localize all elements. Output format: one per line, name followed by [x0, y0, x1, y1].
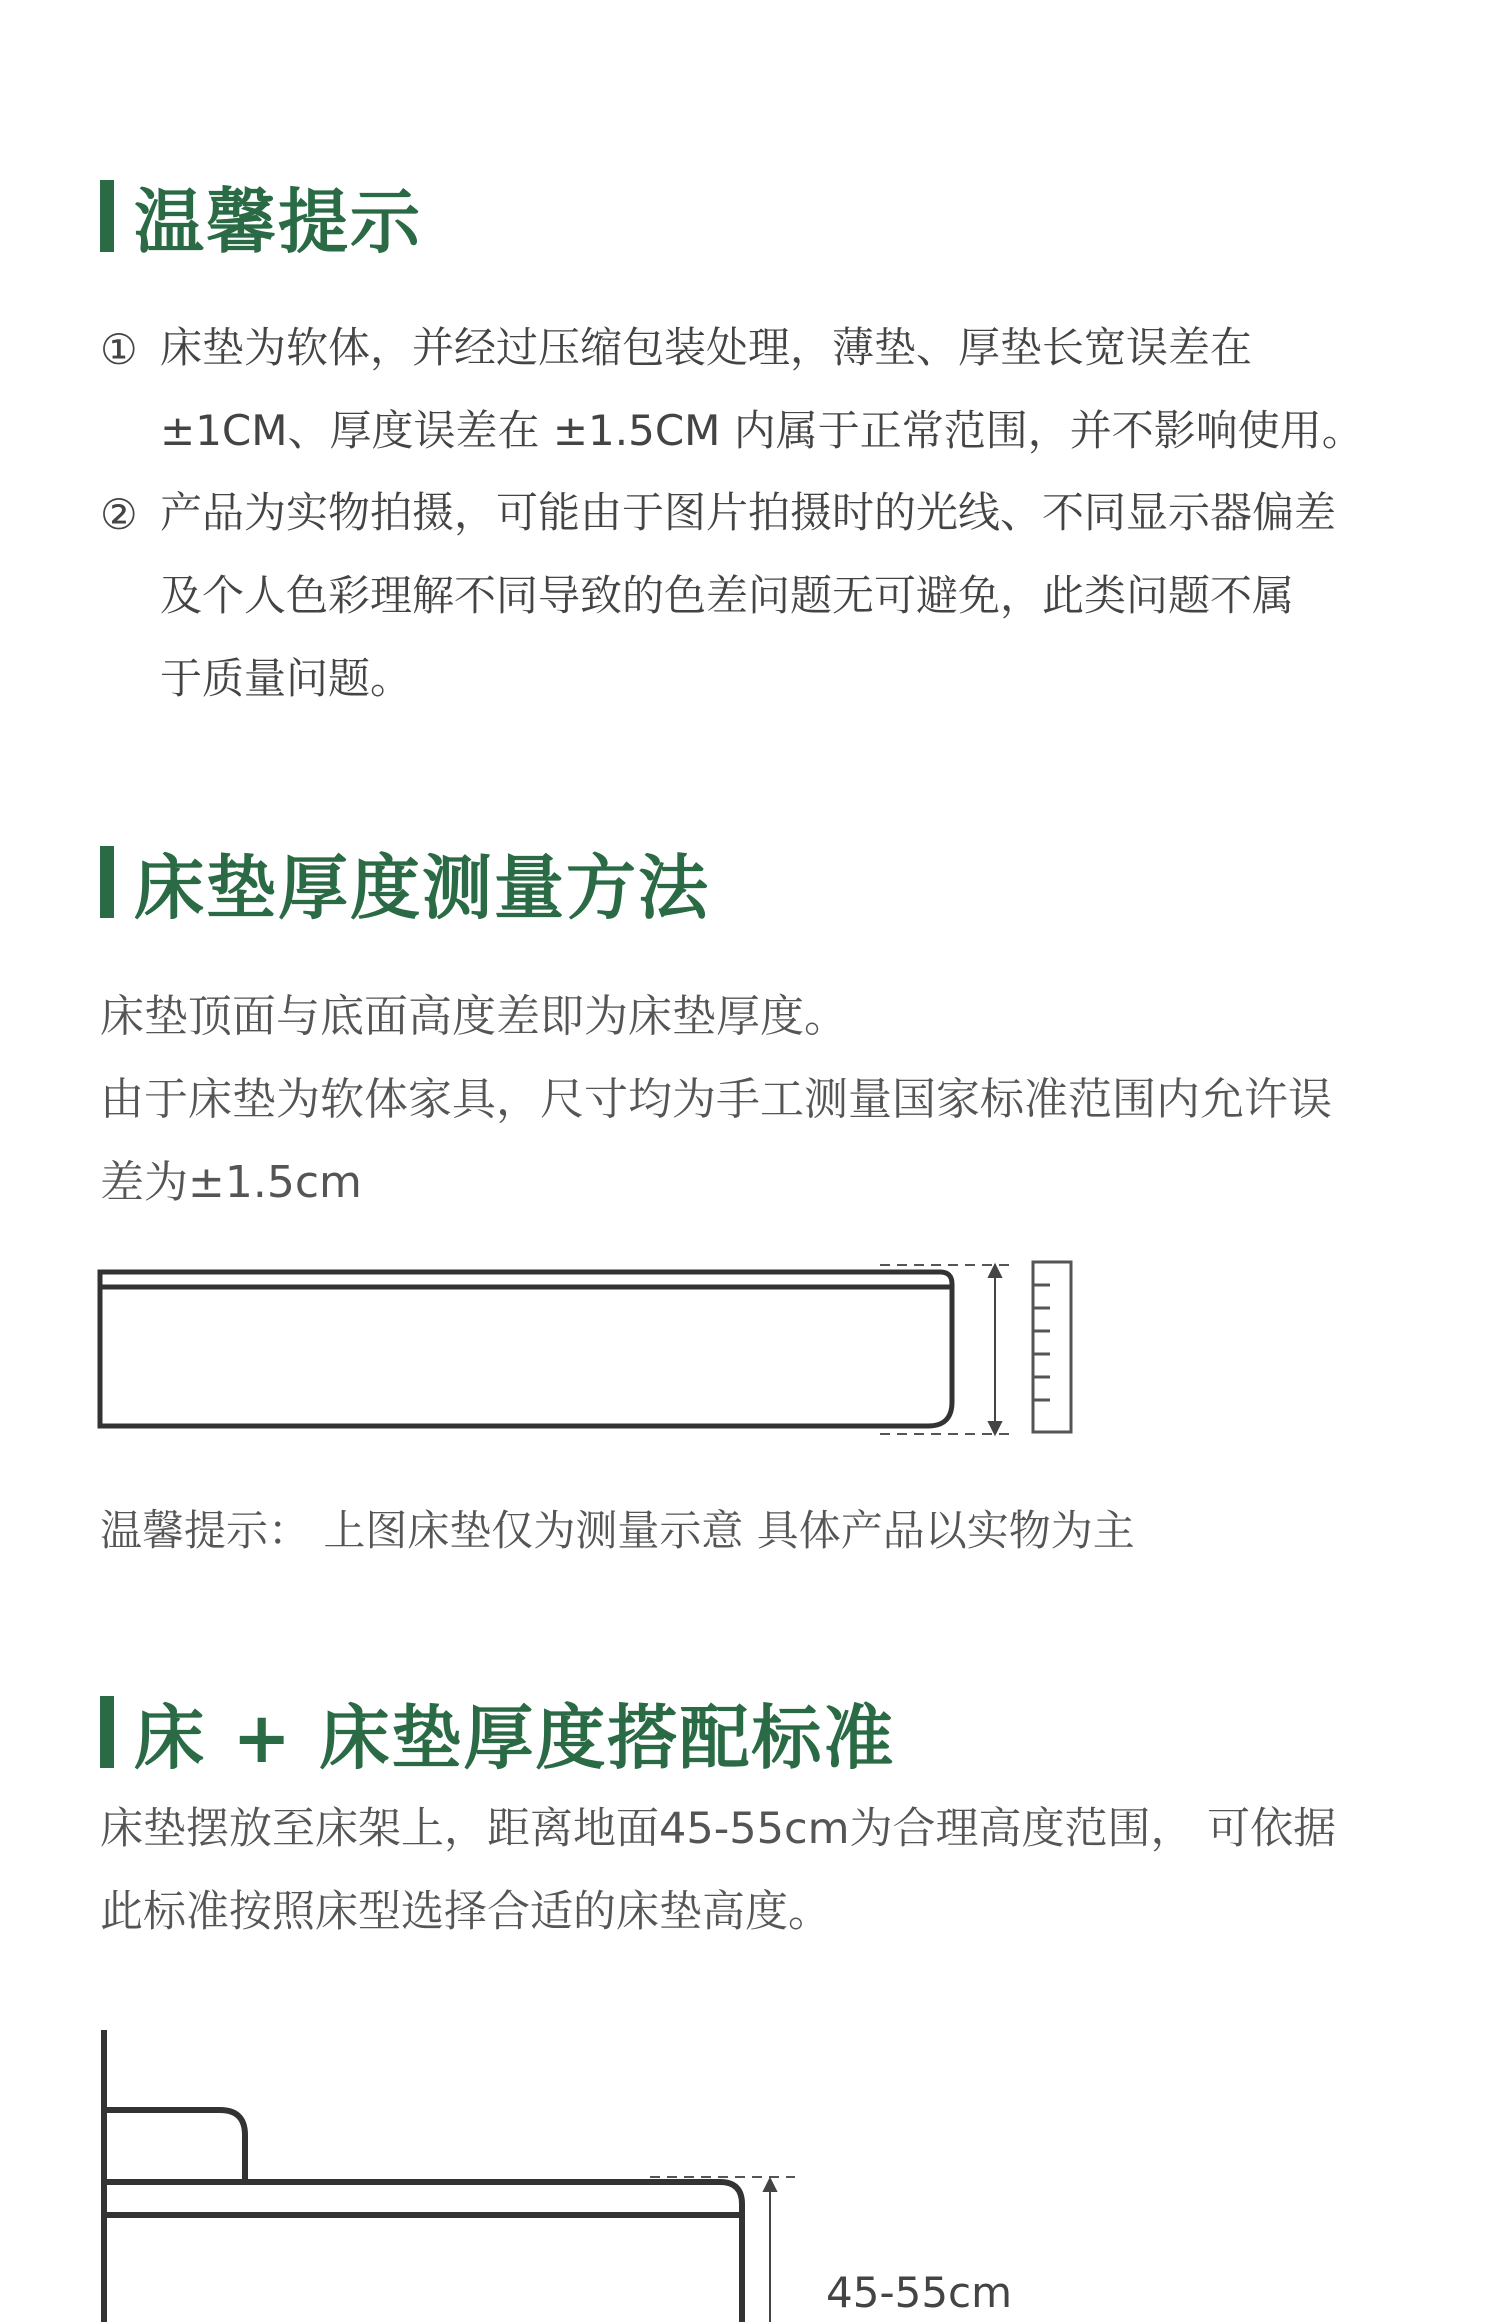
measure-note: 温馨提示： 上图床垫仅为测量示意 具体产品以实物为主	[100, 1506, 1135, 1555]
tip-line: 产品为实物拍摄，可能由于图片拍摄时的光线、不同显示器偏差	[160, 488, 1337, 537]
mattress-shape	[100, 1272, 952, 1426]
title-accent-bar	[100, 846, 114, 918]
tip-number-2: ②	[100, 490, 138, 539]
ruler-icon	[1033, 1262, 1071, 1432]
tip-number-1: ①	[100, 325, 138, 374]
tip-line: ±1CM、厚度误差在 ±1.5CM 内属于正常范围，并不影响使用。	[160, 406, 1364, 455]
tip-line: 床垫为软体，并经过压缩包装处理，薄垫、厚垫长宽误差在	[160, 323, 1253, 372]
tip-line: 于质量问题。	[160, 654, 413, 703]
bed-text-line: 床垫摆放至床架上，距离地面45-55cm为合理高度范围， 可依据	[100, 1804, 1337, 1854]
section-bed-heading: 床 + 床垫厚度搭配标准	[134, 1696, 896, 1779]
height-arrow	[764, 2179, 776, 2322]
tip-line: 及个人色彩理解不同导致的色差问题无可避免，此类问题不属	[160, 571, 1295, 620]
title-accent-bar	[100, 180, 114, 252]
measure-text-line: 床垫顶面与底面高度差即为床垫厚度。	[100, 991, 848, 1042]
measure-text-line: 差为±1.5cm	[100, 1157, 362, 1208]
section-tips-heading: 温馨提示	[134, 180, 422, 263]
measure-text-line: 由于床垫为软体家具，尺寸均为手工测量国家标准范围内允许误	[100, 1074, 1332, 1125]
section-bed-title	[100, 1696, 896, 1779]
measure-guide-lines	[880, 1265, 1010, 1434]
section-measure-heading: 床垫厚度测量方法	[134, 846, 710, 929]
measure-arrow	[989, 1265, 1001, 1434]
section-measure-title	[100, 846, 710, 929]
title-accent-bar	[100, 1696, 114, 1768]
height-range-label: 45-55cm	[826, 2268, 1013, 2317]
section-tips-title	[100, 180, 422, 263]
bed-frame-shape	[104, 2030, 742, 2322]
bed-text-line: 此标准按照床型选择合适的床垫高度。	[100, 1887, 831, 1937]
